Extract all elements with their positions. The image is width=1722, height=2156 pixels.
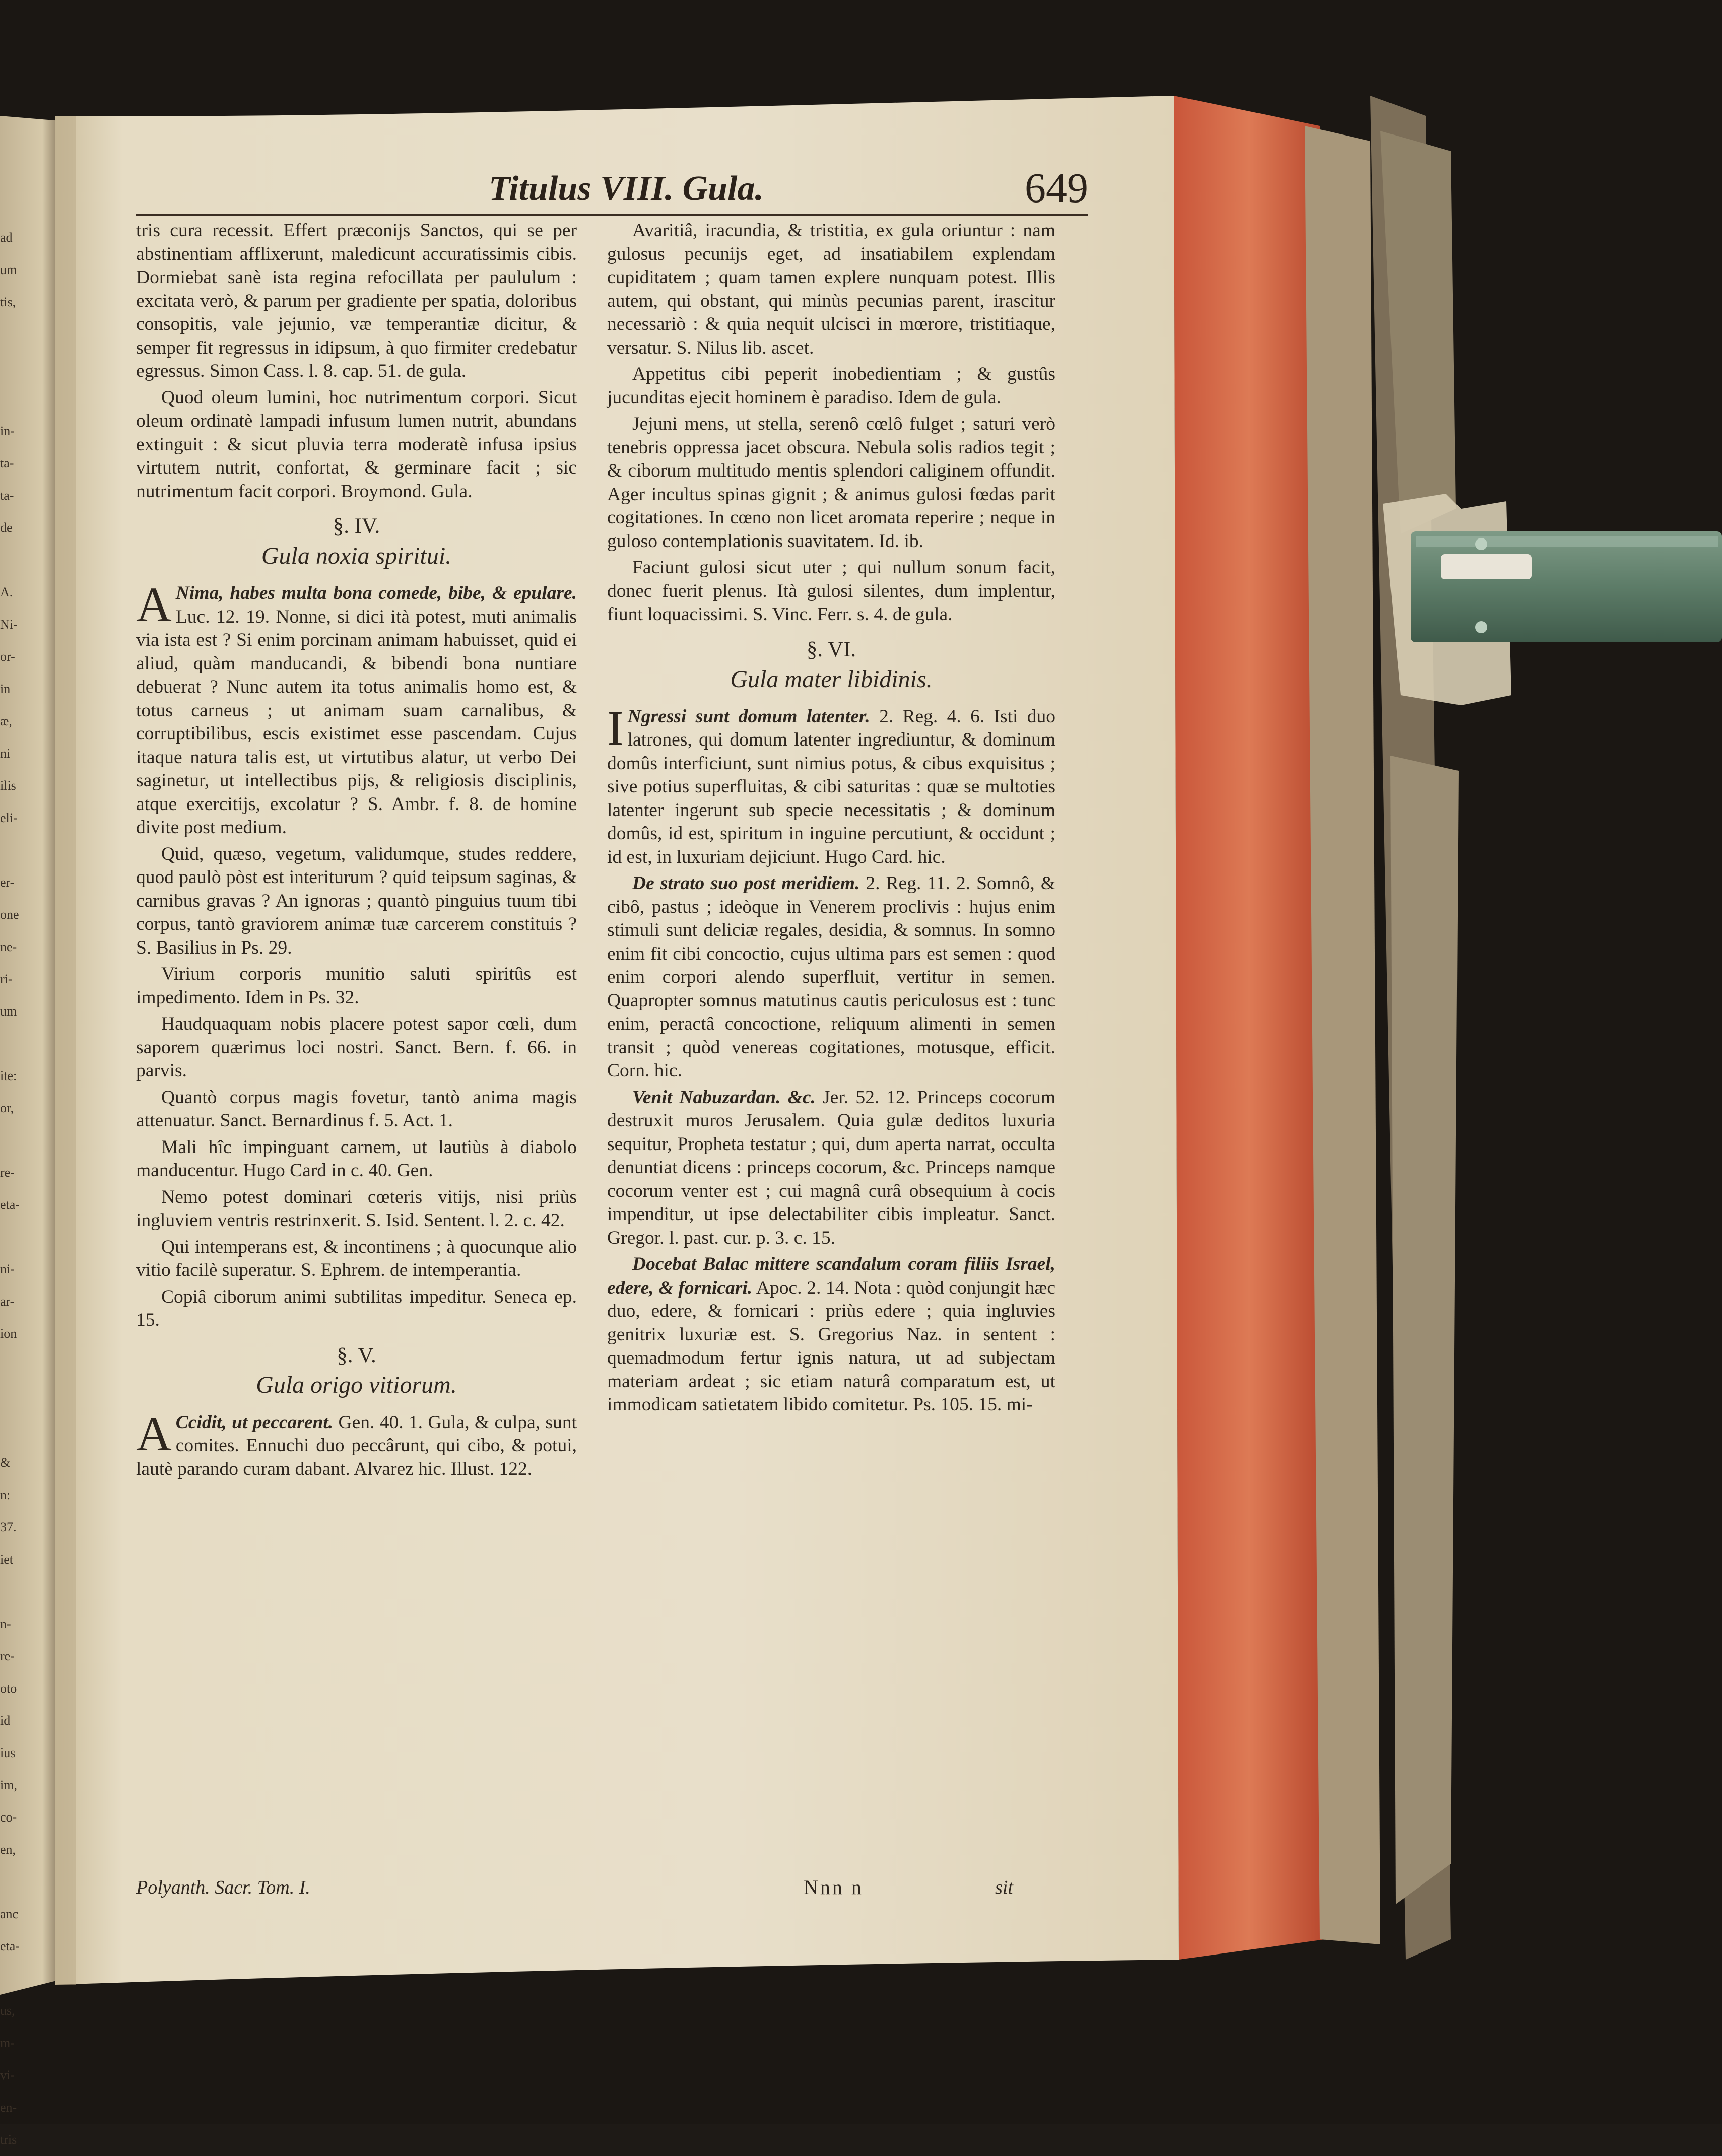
left-page-fragment: ion [0,1326,17,1341]
drop-cap: A [136,1406,172,1461]
paragraph-text: Gen. 40. 1. Gula, & culpa, sunt comites. Ennuchi duo peccârunt, qui cibo, & potui, lautè parando curam dabant. Alvarez hic. Illust. 122. [136,1411,577,1479]
section-number: §. VI. [806,637,856,661]
left-page-fragment: ar- [0,1294,15,1309]
left-page-fragment: ite: [0,1068,17,1083]
left-page-fragment: re- [0,1649,15,1663]
page-number: 649 [1025,165,1088,212]
left-page-fragment: um [0,262,17,277]
left-page-fragment: ius [0,1745,16,1760]
left-page-fragment: ad [0,230,13,245]
left-page-fragment: ni- [0,1262,15,1276]
left-page-fragment: Ni- [0,617,18,632]
left-page-fragment: or- [0,649,15,664]
left-page-fragment [0,1124,30,1157]
paragraph: Quantò corpus magis fovetur, tantò anima magis attenuatur. Sanct. Bernardinus f. 5. Act. 1. [136,1087,577,1131]
left-page-fragment [0,544,30,576]
paragraph [136,1406,577,1481]
left-page-fragment: ni [0,746,11,761]
left-page-fragment [0,1382,30,1414]
left-page-edge-text [0,222,30,2156]
right-column [607,219,1055,1420]
left-page-fragment: ta- [0,456,14,470]
left-page-fragment: eta- [0,1197,20,1212]
left-page-fragment: oto [0,1681,17,1696]
left-page-fragment: im, [0,1778,17,1792]
paragraph [607,1253,1055,1417]
section-number: §. IV. [333,514,380,538]
left-page-fragment: re- [0,1165,15,1180]
section-title: Gula noxia spiritui. [261,543,452,569]
left-page-fragment: or, [0,1101,14,1115]
lemma: Ccidit, ut peccarent. [175,1411,334,1433]
running-header [136,149,1088,216]
paragraph: Quid, quæso, vegetum, validumque, studes reddere, quod paulò pòst est interiturum ? quid teipsum saginas, & carnibus gravas ? An ignoras ; quantò pinguius tuum tibi corpus, tantò graviorem animæ tuæ carcerem constituis ? S. Basilius in Ps. 29. [136,843,577,958]
left-page-fragment: ta- [0,488,14,503]
left-page-fragment [0,383,30,415]
left-page-fragment: de [0,520,13,535]
left-page-fragment: in [0,682,11,696]
left-page-fragment [0,834,30,866]
left-page-fragment: anc [0,1907,19,1921]
left-page-fragment: um [0,1004,17,1019]
left-page-fragment: tis, [0,295,16,309]
left-page-fragment: en, [0,1842,16,1857]
left-page-fragment: tris [0,2132,17,2147]
lemma: Nima, habes multa bona comede, bibe, & epulare. [175,583,577,603]
left-page-fragment: æ, [0,714,12,728]
left-page-fragment: & [0,1455,11,1470]
left-page-fragment: eli- [0,811,18,825]
left-page-fragment [0,1350,30,1382]
section-title: Gula mater libidinis. [730,665,933,693]
lemma: Ngressi sunt domum latenter. [627,706,870,727]
section-number: §. V. [337,1343,376,1367]
drop-cap: I [607,701,624,756]
paragraph: Avaritiâ, iracundia, & tristitia, ex gula oriuntur : nam gulosus pecunijs eget, ad insatiabilem explendam cupiditatem ; quam tamen explere nunquam potest. Illis autem, qui obstant, qui minùs pecunias parent, irascitur necessariò : & quia nequit ulcisci in mœrore, tristitiaque, versatur. S. Nilus lib. ascet. [607,220,1055,358]
left-page-fragment [0,1221,30,1253]
left-page-fragment [0,1866,30,1898]
left-page-fragment: ilis [0,778,16,793]
paragraph: Faciunt gulosi sicut uter ; qui nullum sonum facit, donec fuerit plenus. Ità gulosi silentes, dum implentur, fiunt loquacissimi. S. Vinc. Ferr. s. 4. de gula. [607,557,1055,625]
left-page-fragment [0,1028,30,1060]
paragraph [136,578,577,840]
paragraph-text: 2. Reg. 11. 2. Somnô, & cibô, pastus ; ideòque in Venerem proclivis : hujus enim stimuli sunt deliciæ regales, desidia, & somnus. In somno enim fit cibi concoctio, cujus ultima pars est semen : quod enim corpori alendo superfluit, vertitur in semen. Quapropter somnus matutinus cautis periculosus est : tunc enim, peractâ concoctione, reliquum alimenti in semen transit ; quòd venereas cogitationes, motusque, efficit. Corn. hic. [607,873,1055,1081]
paragraph: Nemo potest dominari cœteris vitijs, nisi priùs ingluviem ventris restrinxerit. S. Isid. Sentent. l. 2. c. 42. [136,1186,577,1231]
left-page-fragment [0,318,30,351]
left-page-fragment: n- [0,1616,11,1631]
left-page-fragment: in- [0,424,15,438]
paragraph: Haudquaquam nobis placere potest sapor cœli, dum saporem quærimus loci nostri. Sanct. Bern. f. 66. in parvis. [136,1014,577,1081]
left-page-fragment: en- [0,2100,17,2115]
paragraph: tris cura recessit. Effert præconijs Sanctos, qui se per abstinentiam afflixerunt, maledicunt accuratissimis cibis. Dormiebat sanè ista regina refocillata per paululum : excitata verò, & parum per gradiente per spatia, doloribus consopitis, vale jejunio, væ temperantiæ dicitur, & semper fit regressus in idipsum, à quo firmiter credebatur egressus. Simon Cass. l. 8. cap. 51. de gula. [136,220,577,381]
left-page-fragment: iet [0,1552,13,1567]
left-page-fragment: 37. [0,1520,17,1534]
running-title: Titulus VIII. Gula. [489,169,764,208]
left-page-fragment: one [0,907,19,922]
paragraph: Appetitus cibi peperit inobedientiam ; & gustûs jucunditas ejecit hominem è paradiso. Idem de gula. [607,364,1055,408]
paragraph: Copiâ ciborum animi subtilitas impeditur. Seneca ep. 15. [136,1286,577,1330]
left-page-fragment: ne- [0,939,17,954]
paragraph: Quod oleum lumini, hoc nutrimentum corpori. Sicut oleum ordinatè lampadi infusum lumen nutrit, abundans extinguit : & sicut pluvia terra moderatè infusa ipsius virtutem nutrit, confortat, & germinare facit ; sic nutrimentum facit corpori. Broymond. Gula. [136,387,577,502]
left-page-fragment: er- [0,875,15,890]
left-page-fragment: id [0,1713,11,1728]
catchword: sit [995,1877,1013,1898]
paragraph [607,1086,1055,1250]
left-page-fragment: ri- [0,972,13,986]
paragraph: Virium corporis munitio saluti spiritûs est impedimento. Idem in Ps. 32. [136,964,577,1008]
paragraph-text: Apoc. 2. 14. Nota : quòd conjungit hæc duo, edere, & fornicari : priùs edere ; quia ingluvies genitrix luxuriæ est. S. Gregorius Naz. in sentent : quemadmodum fertur ignis natura, ut ad subjectam materiam ardeat ; sic etiam naturâ comparatum est, ut immodicam satietatem libido comitetur. Ps. 105. 15. mi- [607,1277,1055,1415]
left-page-fragment: A. [0,585,13,599]
signature-mark: Nnn n [804,1876,864,1899]
signature-note: Polyanth. Sacr. Tom. I. [136,1877,310,1898]
left-page-fragment [0,1576,30,1608]
paragraph [607,872,1055,1083]
paragraph: Mali hîc impinguant carnem, ut lautiùs à diabolo manducentur. Hugo Card in c. 40. Gen. [136,1136,577,1181]
paragraph [607,701,1056,869]
left-page-fragment: us, [0,2003,15,2018]
drop-cap: A [136,578,172,632]
lemma: De strato suo post meridiem. [632,873,860,894]
left-page-fragment [0,351,30,383]
left-page-fragment: n: [0,1488,11,1502]
left-page-fragment: eta- [0,1939,20,1953]
left-column [136,219,577,1484]
paragraph: Qui intemperans est, & incontinens ; à quocunque alio vitio facilè superatur. S. Ephrem. de intemperantia. [136,1236,577,1281]
right-page [60,121,1149,1975]
left-page-fragment: vi- [0,2068,15,2082]
left-page-fragment [0,1414,30,1447]
section-title: Gula origo vitiorum. [256,1371,457,1398]
paragraph: Jejuni mens, ut stella, serenô cœlô fulget ; saturi verò tenebris oppressa jacet obscura. Nebula solis radios tegit ; & ciborum multitudo mentis splendori caliginem offundit. Ager incultus spinas gignit ; & animus gulosi fœdas parit cogitationes. In cœno non licet aromata reperire ; neque in guloso contemplationis suavitatem. Id. ib. [607,414,1055,552]
left-page-fragment: m- [0,2036,15,2050]
paragraph-text: 2. Reg. 4. 6. Isti duo latrones, qui domum latenter ingrediuntur, & dominum domûs interficiunt, sunt nimius potus, & cibus exquisitus ; sive potius superfluitas, & cibi saturitas : quæ se multoties latenter ingerunt sub specie necessitatis ; & dominum domûs, id est, spiritum in inguine percutiunt, & occidunt ; id est, in luxuriam dejiciunt. Hugo Card. hic. [607,706,1056,867]
left-page-fragment: co- [0,1810,17,1825]
lemma: Docebat Balac mittere scandalum coram filiis Israel, edere, & fornicari. [607,1254,1055,1298]
paragraph-text: Jer. 52. 12. Princeps cocorum destruxit muros Jerusalem. Quia gulæ deditos luxuria sequitur, Propheta testatur ; qui, dum aperta narrat, occulta denuntiat dicens : princeps cocorum, &c. Princeps namque cocorum venter est ; cui magnâ curâ obsequium à cocis impenditur, ut ipse delectabiliter cibis impleatur. Sanct. Gregor. l. past. cur. p. 3. c. 15. [607,1087,1056,1248]
lemma: Venit Nabuzardan. &c. [632,1087,816,1108]
left-page-fragment [0,1963,30,1995]
paragraph-text: Luc. 12. 19. Nonne, si dici ità potest, muti animalis via ista est ? Si enim porcinam animam habuisset, quid ei aliud, quàm manducandi, & bibendi bona nuntiare debuerat ? Nunc autem ita totus animalis homo est, & totus carneus ; ut animam suam carnalibus, & corruptibilibus, escis existimet esse pascendam. Cujus itaque natura talis est, ut virtutibus alatur, ut verbo Dei saginetur, ut intellectibus pijs, & religiosis disciplinis, atque exercitijs, excolatur ? S. Ambr. f. 8. de homine divite post medium. [136,606,577,838]
